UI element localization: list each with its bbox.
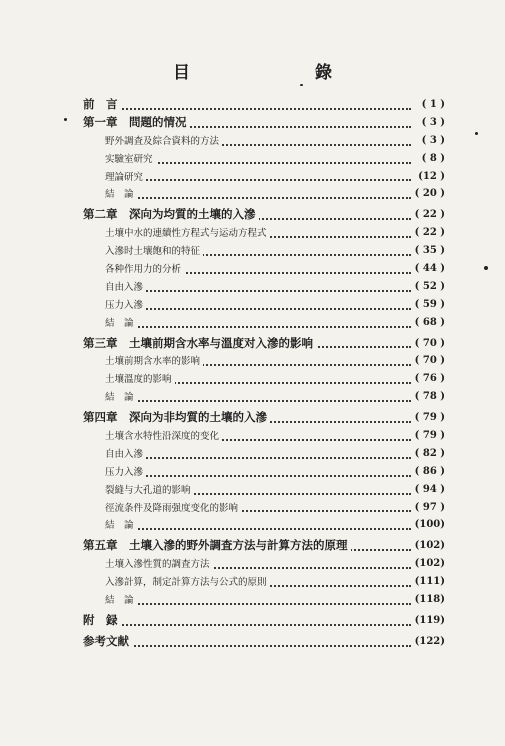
toc-entry-page: (102) — [413, 537, 445, 555]
toc-entry-title: 結 論 — [83, 592, 137, 610]
toc-entry-page: ( 76 ) — [413, 370, 445, 388]
toc-entry-page: ( 86 ) — [413, 463, 445, 481]
toc-entry-title: 第三章 土壤前期含水率与溫度对入滲的影响 — [83, 335, 316, 353]
toc-entry — [83, 516, 445, 534]
toc-entry-title: 入滲計算，制定計算方法与公式的原則 — [83, 574, 270, 592]
toc-entry-page: ( 52 ) — [413, 278, 445, 296]
toc-entry-page: (119) — [413, 612, 445, 630]
toc-entry-title: 理論研究 — [83, 169, 146, 187]
toc-entry-page: (102) — [413, 555, 445, 573]
toc-entry-title: 自由入滲 — [83, 279, 146, 297]
toc-entry-title: 附 録 — [83, 612, 121, 630]
ink-speck — [300, 84, 303, 86]
toc-entry-page: (122) — [413, 633, 445, 651]
toc-entry — [83, 591, 445, 609]
toc-entry — [83, 463, 445, 481]
toc-entry-page: (111) — [413, 573, 445, 591]
toc-entry-page: ( 3 ) — [420, 114, 445, 132]
toc-entry-page: ( 70 ) — [413, 335, 445, 353]
toc-entry-page: ( 78 ) — [413, 388, 445, 406]
toc-entry — [83, 150, 445, 168]
toc-entry — [83, 409, 445, 427]
dot-leader — [83, 108, 411, 110]
ink-speck — [484, 266, 488, 270]
toc-entry-page: (100) — [413, 516, 445, 534]
toc-entry-page: ( 20 ) — [413, 185, 445, 203]
toc-entry-page: ( 44 ) — [413, 260, 445, 278]
toc-entry — [83, 224, 445, 242]
toc-entry — [83, 132, 445, 150]
page-title: 目 錄 — [173, 63, 386, 83]
toc-entry-title: 結 論 — [83, 517, 137, 535]
toc-entry-title: 第一章 問題的情况 — [83, 114, 190, 132]
toc-entry — [83, 633, 445, 651]
toc-entry-title: 自由入滲 — [83, 446, 146, 464]
toc-entry-title: 野外調査及綜合資料的方法 — [83, 133, 222, 151]
toc-entry-title: 土壤入滲性質的調査方法 — [83, 556, 213, 574]
toc-entry-page: ( 70 ) — [413, 352, 445, 370]
toc-entry-page: ( 59 ) — [413, 296, 445, 314]
toc-entry-page: ( 3 ) — [420, 132, 445, 150]
toc-entry — [83, 278, 445, 296]
toc-entry-title: 入滲时土壤飽和的特征 — [83, 243, 203, 261]
toc-entry — [83, 499, 445, 517]
toc-entry-title: 实驗室研究 — [83, 151, 156, 169]
toc-entry-title: 第五章 土壤入滲的野外調査方法与計算方法的原理 — [83, 537, 351, 555]
toc-entry-title: 第四章 深向为非均質的土壤的入滲 — [83, 409, 270, 427]
toc-entry-title: 压力入滲 — [83, 464, 146, 482]
toc-entry — [83, 481, 445, 499]
toc-entry-page: ( 22 ) — [413, 224, 445, 242]
toc-entry-page: ( 8 ) — [420, 150, 445, 168]
toc-entry-title: 裂縫与大孔道的影响 — [83, 482, 194, 500]
toc-entry — [83, 314, 445, 332]
toc-entry — [83, 427, 445, 445]
toc-entry — [83, 573, 445, 591]
toc-entry — [83, 114, 445, 132]
toc-entry — [83, 537, 445, 555]
toc-entry-page: ( 97 ) — [413, 499, 445, 517]
dot-leader — [83, 624, 411, 626]
toc-entry-page: ( 1 ) — [420, 96, 445, 114]
table-of-contents — [83, 96, 445, 651]
toc-entry — [83, 185, 445, 203]
toc-entry-title: 土壤中水的連續性方程式与运动方程式 — [83, 225, 270, 243]
toc-entry-page: ( 35 ) — [413, 242, 445, 260]
toc-entry-page: ( 68 ) — [413, 314, 445, 332]
toc-entry-title: 結 論 — [83, 389, 137, 407]
toc-entry-title: 参考文献 — [83, 633, 132, 651]
toc-entry-title: 結 論 — [83, 186, 137, 204]
ink-speck — [64, 118, 67, 121]
toc-entry — [83, 388, 445, 406]
toc-entry-page: ( 82 ) — [413, 445, 445, 463]
toc-entry — [83, 335, 445, 353]
ink-speck — [475, 132, 478, 135]
toc-entry-title: 土壤前期含水率的影响 — [83, 353, 203, 371]
toc-entry-page: ( 94 ) — [413, 481, 445, 499]
toc-entry-title: 徑流条件及降雨强度变化的影响 — [83, 500, 241, 518]
toc-entry — [83, 555, 445, 573]
toc-entry-page: ( 22 ) — [413, 206, 445, 224]
toc-entry — [83, 168, 445, 186]
toc-entry-title: 压力入滲 — [83, 297, 146, 315]
dot-leader — [83, 645, 411, 647]
toc-entry-title: 各种作用力的分析 — [83, 261, 184, 279]
toc-entry — [83, 96, 445, 114]
toc-entry-title: 土壤溫度的影响 — [83, 371, 175, 389]
toc-entry — [83, 352, 445, 370]
toc-entry-page: ( 79 ) — [413, 427, 445, 445]
toc-entry — [83, 206, 445, 224]
toc-entry-title: 第二章 深向为均質的土壤的入滲 — [83, 206, 259, 224]
toc-entry-title: 結 論 — [83, 315, 137, 333]
toc-entry-page: (118) — [413, 591, 445, 609]
toc-entry-title: 前 言 — [83, 96, 121, 114]
toc-entry — [83, 612, 445, 630]
toc-entry-page: (12 ) — [416, 168, 445, 186]
toc-entry — [83, 260, 445, 278]
toc-entry — [83, 445, 445, 463]
toc-entry — [83, 242, 445, 260]
toc-entry — [83, 370, 445, 388]
toc-entry-title: 土壤含水特性沿深度的变化 — [83, 428, 222, 446]
toc-entry-page: ( 79 ) — [413, 409, 445, 427]
toc-entry — [83, 296, 445, 314]
